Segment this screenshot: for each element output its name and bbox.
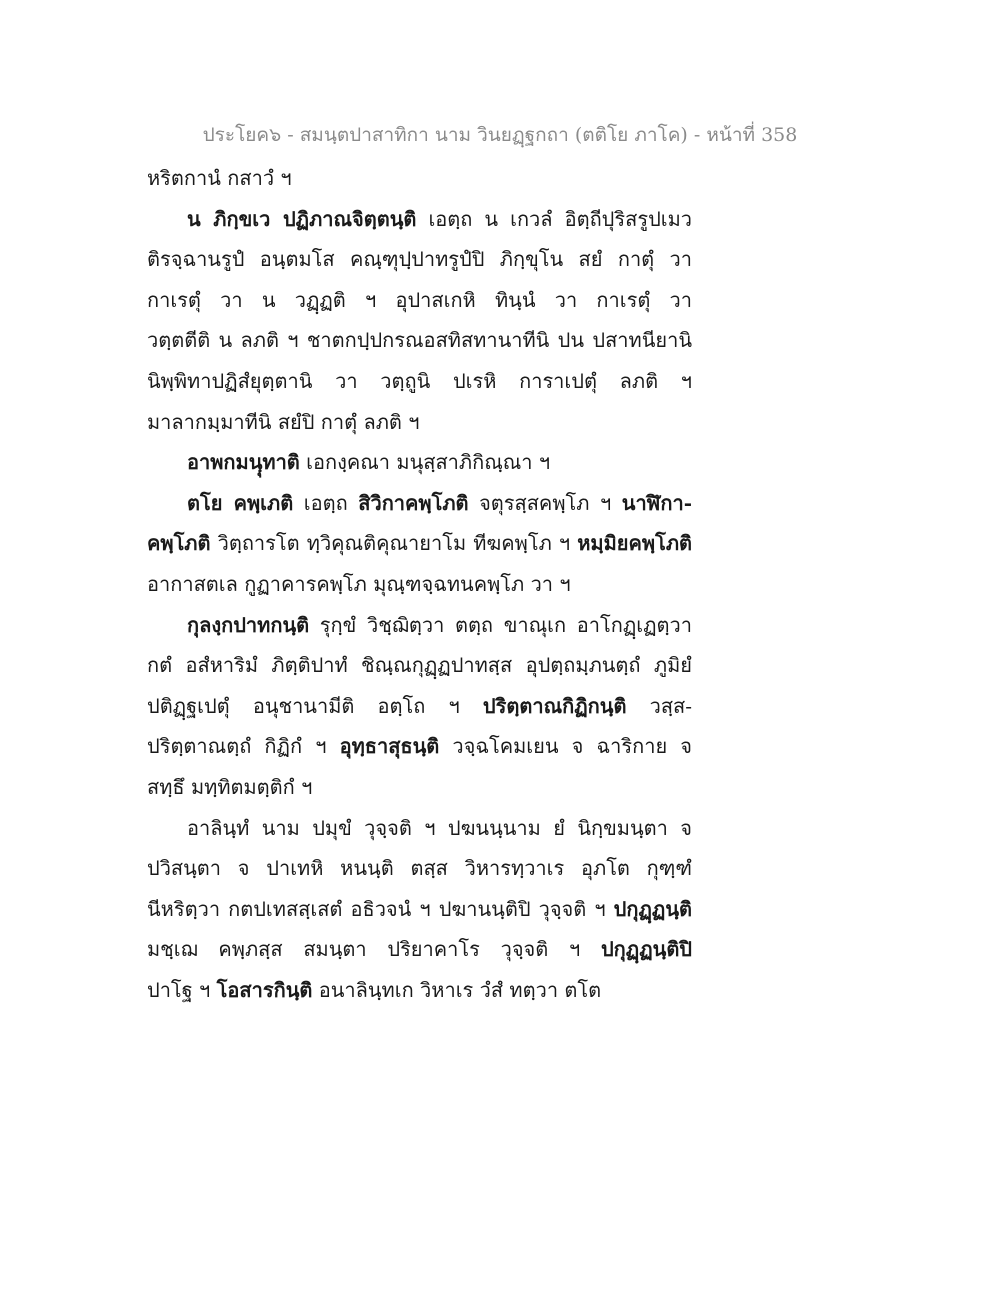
text-segment: เอตฺถ น เกวลํ อิตฺถีปุริสรูปเมว [416,206,693,231]
text-line [147,929,692,970]
text-segment: กตํ อสํหาริมํ ภิตฺติปาทํ ชิณฺณกุฏฺฏปาทสฺส อุปตฺถมฺภนตฺถํ ภูมิยํ [147,653,692,678]
text-line [147,767,692,808]
text-segment: สทฺธึ มทฺทิตมตฺติกํ ฯ [147,774,313,799]
text-segment: ปวิสนฺตา จ ปาเทหิ หนนฺติ ตสฺส วิหารทฺวาเร อุภโต กุฑฺฑํ [147,856,692,881]
bold-term: คพฺโภติ [147,531,211,556]
text-segment: กาเรตุํ วา น วฏฺฏติ ฯ อุปาสเกหิ ทินฺนํ วา กาเรตุํ วา [147,287,692,312]
bold-term: นาฬิกา- [621,490,692,515]
text-segment: เอกงฺคณา มนุสฺสาภิกิณฺณา ฯ [299,450,551,475]
bold-term: กุลงฺกปาทกนฺติ [187,612,310,637]
text-segment: มาลากมฺมาทีนิ สยํปิ กาตุํ ลภติ ฯ [147,409,420,434]
text-line [147,726,692,767]
bold-term: ตโย คพฺเภติ [187,490,294,515]
text-line [147,320,692,361]
text-line [147,483,692,524]
text-segment: วิตฺถารโต ทฺวิคุณติคุณายาโม ทีฆคพฺโภ ฯ [210,531,578,556]
bold-term: น ภิกฺขเว ปฏิภาณจิตฺตนฺติ [187,206,417,231]
text-segment: เอตฺถ [293,490,359,515]
text-line [147,402,692,443]
text-segment: ปาโฐ ฯ [147,977,217,1002]
text-segment: หริตกานํ กสาวํ ฯ [147,166,292,190]
text-line [147,280,692,321]
text-line [147,199,692,240]
text-segment: จตุรสฺสคพฺโภ ฯ [468,490,622,515]
text-line [147,970,692,1011]
text-segment: นีหริตฺวา กตปเทสสฺเสตํ อธิวจนํ ฯ ปฆานนฺติปิ วุจฺจติ ฯ [147,896,614,921]
text-line [147,605,692,646]
text-line [147,361,692,402]
text-segment: อากาสตเล กูฏาคารคพฺโภ มุณฺฑจฺฉทนคพฺโภ วา ฯ [147,571,571,596]
bold-term: สิวิกาคพฺโภติ [358,490,469,515]
document-body [147,158,692,1010]
text-line [147,564,692,605]
text-line [147,808,692,849]
bold-term: ปกุฏฺฏนฺติปิ [600,937,692,962]
text-segment: วจฺฉโคมเยน จ ฉาริกาย จ [439,734,693,759]
text-segment: ปริตฺตาณตฺถํ กิฏิกํ ฯ [147,734,340,759]
text-line [147,158,692,199]
text-line [147,645,692,686]
text-segment: อาลินฺทํ นาม ปมุขํ วุจฺจติ ฯ ปฆนนฺนาม ยํ นิกฺขมนฺตา จ [187,815,692,840]
text-segment: นิพฺพิทาปฏิสํยุตฺตานิ วา วตฺถูนิ ปเรหิ การาเปตุํ ลภติ ฯ [147,368,692,393]
bold-term: อาพกมนฺุทาติ [187,450,300,475]
text-line [147,889,692,930]
text-line [147,442,692,483]
bold-term: หมฺมิยคพฺโภติ [577,531,692,556]
bold-term: โอสารกินฺติ [216,977,313,1002]
text-line [147,686,692,727]
text-segment: ปติฏฺฐเปตุํ อนุชานามีติ อตฺโถ ฯ [147,693,483,718]
text-segment: รุกฺขํ วิชฺฌิตฺวา ตตฺถ ขาณุเก อาโกฏฺเฏตฺวา [309,612,692,637]
text-line [147,523,692,564]
bold-term: อุทฺธาสุธนฺติ [339,734,440,759]
text-segment: วสฺส- [626,693,692,718]
text-segment: อนาลินฺทเก วิหาเร วํสํ ทตฺวา ตโต [312,977,602,1002]
page-header: ประโยค๖ - สมนฺตปาสาทิกา นาม วินยฏฺฐกถา (ตติโย ภาโค) - หน้าที่ 358 [202,124,798,146]
bold-term: ปริตฺตาณกิฏิกนฺติ [482,693,627,718]
text-line [147,239,692,280]
text-segment: วตฺตตีติ น ลภติ ฯ ชาตกปฺปกรณอสทิสทานาทีนิ ปน ปสาทนียานิ [147,328,692,353]
bold-term: ปกุฏฺฏนฺติ [613,896,692,921]
text-segment: มชฺเฌ คพฺภสฺส สมนฺตา ปริยาคาโร วุจฺจติ ฯ [147,937,601,962]
text-segment: ติรจฺฉานรูปํ อนฺตมโส คณฺฑุปฺปาทรูปํปิ ภิกฺขุโน สยํ กาตุํ วา [147,247,692,272]
text-line [147,848,692,889]
